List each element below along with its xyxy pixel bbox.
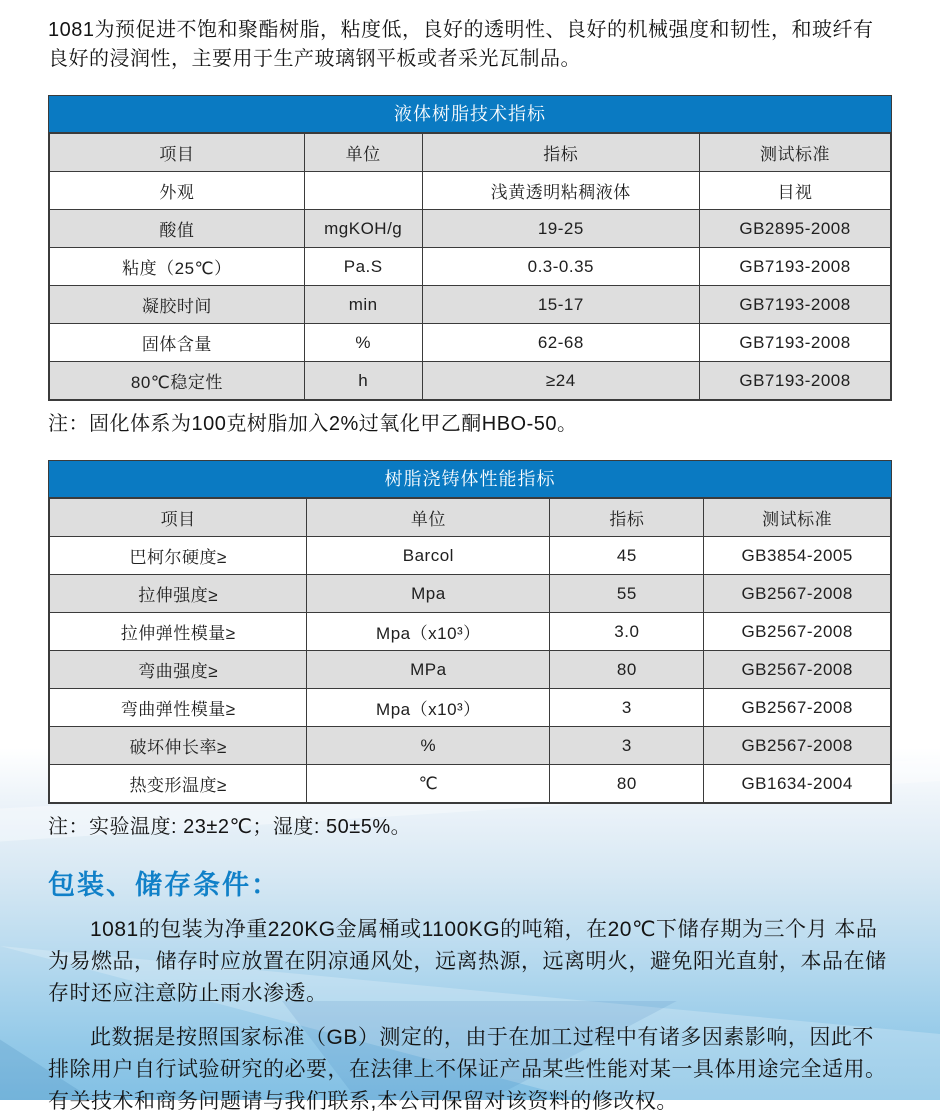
table-cell: % — [304, 324, 422, 362]
table-header-row — [50, 499, 891, 537]
table-cell: ℃ — [307, 765, 550, 803]
table-cell: Mpa（x10³） — [307, 689, 550, 727]
table-cell: Mpa（x10³） — [307, 613, 550, 651]
table-cell: MPa — [307, 651, 550, 689]
table-cell: 目视 — [700, 172, 891, 210]
table-row — [50, 248, 891, 286]
table-cell: 80 — [550, 765, 704, 803]
column-header: 项目 — [50, 134, 305, 172]
table-row — [50, 689, 891, 727]
table-row — [50, 362, 891, 400]
table-cell: 3 — [550, 727, 704, 765]
table-row — [50, 727, 891, 765]
table-title: 树脂浇铸体性能指标 — [49, 461, 891, 498]
table-cell — [304, 172, 422, 210]
table-cell: 3.0 — [550, 613, 704, 651]
table-cell: mgKOH/g — [304, 210, 422, 248]
table-cell: 55 — [550, 575, 704, 613]
table-cell: GB3854-2005 — [704, 537, 891, 575]
column-header: 测试标准 — [700, 134, 891, 172]
table-cell: 15-17 — [422, 286, 700, 324]
table-row — [50, 575, 891, 613]
table-row — [50, 537, 891, 575]
table-title: 液体树脂技术指标 — [49, 96, 891, 133]
column-header: 单位 — [304, 134, 422, 172]
table-cell: 80℃稳定性 — [50, 362, 305, 400]
table-cell: GB7193-2008 — [700, 248, 891, 286]
table-cell: 酸值 — [50, 210, 305, 248]
table-cell: 热变形温度≥ — [50, 765, 307, 803]
table-cell: 3 — [550, 689, 704, 727]
table-row — [50, 210, 891, 248]
table-cell: Mpa — [307, 575, 550, 613]
product-intro-text: 1081为预促进不饱和聚酯树脂，粘度低，良好的透明性、良好的机械强度和韧性，和玻纤有良好的浸润性，主要用于生产玻璃钢平板或者采光瓦制品。 — [48, 19, 874, 70]
casting-spec-table — [48, 460, 892, 804]
table-cell: GB2567-2008 — [704, 575, 891, 613]
table-cell: 拉伸弹性模量≥ — [50, 613, 307, 651]
table-cell: 80 — [550, 651, 704, 689]
table-cell: 弯曲强度≥ — [50, 651, 307, 689]
table-row — [50, 286, 891, 324]
spec-table — [49, 133, 891, 400]
table-cell: h — [304, 362, 422, 400]
table-row — [50, 613, 891, 651]
table-cell: GB2567-2008 — [704, 727, 891, 765]
table-cell: 浅黄透明粘稠液体 — [422, 172, 700, 210]
storage-paragraph-1: 1081的包装为净重220KG金属桶或1100KG的吨箱，在20℃下储存期为三个月 本品为易燃品，储存时应放置在阴凉通风处，远离热源，远离明火，避免阳光直射，本品在储存时还应注意防止雨水渗透。 — [48, 918, 887, 1005]
table-cell: Barcol — [307, 537, 550, 575]
column-header: 单位 — [307, 499, 550, 537]
table-cell: GB7193-2008 — [700, 362, 891, 400]
table-cell: 拉伸强度≥ — [50, 575, 307, 613]
table-cell: 外观 — [50, 172, 305, 210]
table-cell: 破坏伸长率≥ — [50, 727, 307, 765]
table-row — [50, 324, 891, 362]
casting-table-note: 注：实验温度: 23±2℃；湿度: 50±5%。 — [48, 816, 412, 838]
table-cell: 19-25 — [422, 210, 700, 248]
table-cell: 45 — [550, 537, 704, 575]
table-cell: 凝胶时间 — [50, 286, 305, 324]
table-cell: GB2895-2008 — [700, 210, 891, 248]
table-header-row — [50, 134, 891, 172]
table-cell: ≥24 — [422, 362, 700, 400]
table-cell: min — [304, 286, 422, 324]
table-cell: GB2567-2008 — [704, 613, 891, 651]
table-cell: GB7193-2008 — [700, 324, 891, 362]
table-row — [50, 172, 891, 210]
table-cell: 巴柯尔硬度≥ — [50, 537, 307, 575]
table-cell: 0.3-0.35 — [422, 248, 700, 286]
table-cell: GB2567-2008 — [704, 651, 891, 689]
liquid-resin-spec-table — [48, 95, 892, 401]
table-cell: % — [307, 727, 550, 765]
table-cell: GB1634-2004 — [704, 765, 891, 803]
table-cell: GB7193-2008 — [700, 286, 891, 324]
column-header: 测试标准 — [704, 499, 891, 537]
table-cell: GB2567-2008 — [704, 689, 891, 727]
column-header: 项目 — [50, 499, 307, 537]
liquid-table-note: 注：固化体系为100克树脂加入2%过氧化甲乙酮HBO-50。 — [48, 413, 578, 435]
spec-table — [49, 498, 891, 803]
storage-section-heading: 包装、储存条件： — [48, 870, 280, 900]
table-cell: 弯曲弹性模量≥ — [50, 689, 307, 727]
table-cell: 粘度（25℃） — [50, 248, 305, 286]
table-cell: 62-68 — [422, 324, 700, 362]
table-row — [50, 765, 891, 803]
table-row — [50, 651, 891, 689]
column-header: 指标 — [550, 499, 704, 537]
table-cell: 固体含量 — [50, 324, 305, 362]
storage-paragraph-2: 此数据是按照国家标准（GB）测定的，由于在加工过程中有诸多因素影响，因此不排除用户自行试验研究的必要，在法律上不保证产品某些性能对某一具体用途完全适用。有关技术和商务问题请与我们联系,本公司保留对该资料的修改权。 — [48, 1026, 887, 1113]
column-header: 指标 — [422, 134, 700, 172]
table-cell: Pa.S — [304, 248, 422, 286]
